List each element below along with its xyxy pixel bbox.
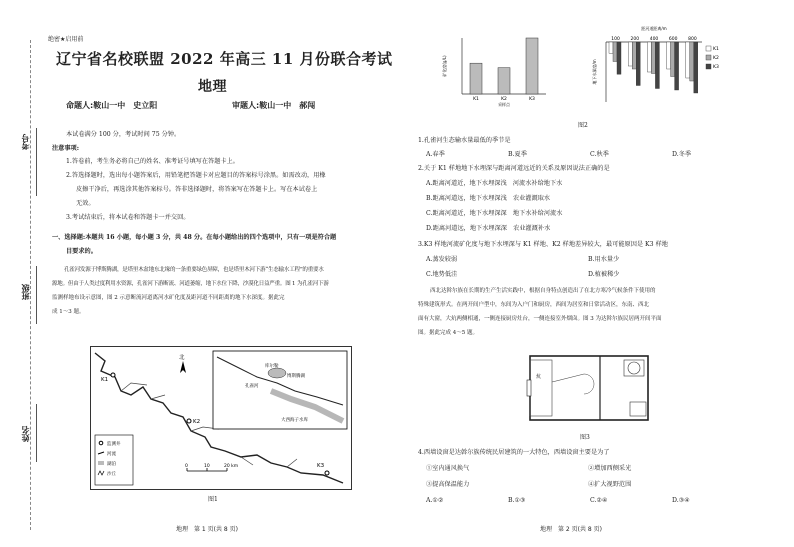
x-tick-label: K3 — [529, 97, 535, 102]
scale-label: 10 — [204, 464, 210, 469]
side-label-class: 班级 — [21, 284, 30, 300]
fill-line-exam — [36, 128, 37, 196]
bar-k3-100 — [617, 42, 621, 74]
q4-option[interactable]: A.①② — [426, 497, 444, 504]
x-tick-label: K1 — [473, 97, 479, 102]
author-left: 命题人:鞍山一中 史立阳 — [66, 101, 158, 110]
bar-k1-600 — [667, 42, 671, 69]
q1-option[interactable]: A.春季 — [426, 151, 445, 158]
question-4: 4.西墙设窗是达斡尔族传统民居建筑的一大特色，西墙设窗主要是为了 — [418, 449, 610, 456]
passage-line: 图。据此完成 4～5 题。 — [418, 330, 478, 336]
bar-k3-600 — [675, 42, 679, 90]
y-axis-label: 地下水深度/m — [592, 59, 597, 85]
q2-option[interactable]: D.距离河道远，地下水埋深深 农业灌溉补水 — [426, 225, 551, 232]
bar-k1-200 — [628, 42, 632, 66]
bar-k2-800 — [690, 42, 694, 81]
q4-item: ③提高保温能力 — [426, 481, 470, 488]
legend-label: 河流 — [107, 452, 116, 457]
page-footer-right: 地理 第 2 页(共 8 页) — [540, 526, 602, 533]
question-3: 3.K3 样地河流矿化度与地下水埋深与 K1 样地、K2 样地差异较大，最可能原因是 K3 样地 — [418, 241, 668, 248]
chart-title: 距河道距离/m — [641, 26, 667, 31]
q1-option[interactable]: D.冬季 — [672, 151, 692, 158]
bar-k2-100 — [613, 42, 617, 62]
q1-option[interactable]: B.夏季 — [508, 151, 527, 158]
passage-line: 成 1～3 题。 — [52, 309, 85, 315]
figure-3-floor-plan — [524, 352, 654, 426]
section-heading: 一、选择题:本题共 16 小题，每小题 3 分，共 48 分。在每小题给出的四个选项中，只有一项是符合题 — [52, 234, 337, 241]
y-axis-label: 矿化度(g/L) — [442, 55, 447, 77]
x-tick-label: 100 — [611, 37, 620, 42]
bar-k3 — [526, 38, 538, 94]
passage-line: 特殊建筑形式。在两开间户型中，东间为入户门和厨房，西间为居室和日常活动区，东南、西北 — [418, 302, 650, 308]
note-line: 无效。 — [76, 200, 95, 207]
fill-line-name — [36, 404, 37, 462]
bar-k1-100 — [609, 42, 613, 53]
question-2: 2.关于 K1 样地地下水埋深与距离河道远近的关系及原因说法正确的是 — [418, 165, 610, 172]
kang-label: 炕 — [536, 374, 542, 380]
well-label: K1 — [101, 377, 109, 383]
legend-label: 湖泊 — [107, 462, 116, 467]
page-footer-left: 地理 第 1 页(共 8 页) — [176, 526, 238, 533]
x-tick-label: 800 — [688, 37, 697, 42]
note-line: 1.答卷前，考生务必将自己的姓名、准考证号填写在答题卡上。 — [66, 158, 239, 165]
fill-line-class — [36, 266, 37, 324]
bar-k2-200 — [632, 42, 636, 69]
note-line: 2.答选择题时，选出每小题答案后，用铅笔把答题卡对应题目的答案标号涂黑。如需改动，用橡 — [66, 172, 326, 179]
figure-1-caption: 图1 — [208, 496, 218, 503]
bar-k3-400 — [655, 42, 659, 89]
question-1: 1.孔雀河生态输水量最低的季节是 — [418, 137, 511, 144]
figure-1-map — [90, 346, 352, 490]
note-line: 3.考试结束后，将本试卷和答题卡一并交回。 — [66, 214, 190, 221]
intro-text: 本试卷满分 100 分，考试时间 75 分钟。 — [66, 131, 181, 138]
q3-option[interactable]: A.蒸发较弱 — [426, 256, 458, 263]
legend-swatch — [706, 64, 711, 69]
binding-line — [30, 40, 31, 530]
well-label: K3 — [317, 463, 325, 469]
passage-1 — [52, 263, 392, 319]
side-label-exam-number: 考号 — [21, 134, 30, 150]
legend-label: K3 — [713, 65, 719, 70]
q2-option[interactable]: C.距离河道近，地下水埋深深 地下水补给河流水 — [426, 210, 563, 217]
bar-k2-600 — [671, 42, 675, 77]
legend-well-icon — [99, 441, 103, 445]
west-window — [527, 380, 531, 396]
north-arrow-icon — [180, 361, 186, 373]
inset-map — [213, 351, 347, 429]
legend-swatch — [706, 46, 711, 51]
x-tick-label: 400 — [649, 37, 659, 42]
well-k2-marker — [187, 419, 191, 423]
q4-item: ④扩大视野范围 — [588, 481, 632, 488]
q4-option[interactable]: D.③④ — [672, 497, 690, 504]
q3-option[interactable]: C.地势低洼 — [426, 271, 458, 278]
legend-label: 沙丘 — [107, 472, 116, 477]
passage-line: 监测样地布设示意图，图 2 示意断流河道离河水矿化度及距河道不同距离的地下水深度。据此完 — [52, 295, 285, 301]
passage-line: 孔雀河发源于博斯腾湖，是塔里木盆地东北缘的一条重要绿色屏障，也是塔里木河下游“生态输水工程”的重要水 — [64, 267, 324, 273]
secret-mark: 绝密★启用前 — [48, 36, 84, 43]
x-tick-label: 600 — [668, 37, 678, 42]
figure-3-caption: 图3 — [580, 434, 590, 441]
bar-k2 — [498, 68, 510, 94]
inset-lake — [268, 368, 286, 378]
notes-title: 注意事项: — [52, 145, 80, 152]
north-label: 北 — [179, 355, 185, 361]
legend-label: K1 — [713, 47, 719, 52]
side-label-name: 姓名 — [21, 426, 30, 442]
passage-2 — [418, 284, 768, 340]
q2-option[interactable]: B.距离河道远，地下水埋深浅 农业灌溉取水 — [426, 195, 551, 202]
bar-k3-800 — [694, 42, 698, 93]
bar-k1 — [470, 63, 482, 94]
passage-line: 源地。但由于人类过度利用水资源，孔雀河下游断流、河道萎缩，地下水位下降，沙漠化日益严重。图 1 为孔雀河下游 — [52, 281, 329, 287]
exam-title: 辽宁省名校联盟 2022 年高三 11 月份联合考试 — [56, 50, 393, 68]
well-k3-marker — [325, 471, 329, 475]
section-heading-cont: 目要求的。 — [66, 248, 97, 255]
figure-2-chart-groundwater — [592, 26, 719, 106]
x-axis-label: 采样点 — [498, 102, 510, 107]
q3-option[interactable]: B.用水量少 — [588, 256, 620, 263]
subject-title: 地理 — [198, 79, 227, 95]
scale-label: 20 km — [224, 464, 239, 469]
passage-line: 西北达斡尔族在长期的生产生活实践中，根据自身特点创造出了在北方寒冷气候条件下使用的 — [430, 288, 656, 294]
q3-option[interactable]: D.植被稀少 — [588, 271, 620, 278]
q1-option[interactable]: C.秋季 — [590, 151, 609, 158]
figure-2-caption: 图2 — [578, 122, 588, 129]
inset-place: 大西海子水库 — [281, 418, 308, 423]
bar-k1-800 — [686, 42, 690, 78]
legend-label: K2 — [713, 56, 719, 61]
bar-k2-400 — [651, 42, 655, 74]
q2-option[interactable]: A.距离河道近，地下水埋深浅 河流水补给地下水 — [426, 180, 563, 187]
bar-k3-200 — [636, 42, 640, 86]
map-svg — [91, 347, 351, 489]
note-line: 皮擦干净后，再选涂其他答案标号。答非选择题时，将答案写在答题卡上。写在本试卷上 — [76, 186, 318, 193]
q4-item: ②增加西侧采光 — [588, 465, 632, 472]
legend-label: 监测井 — [107, 442, 121, 447]
well-label: K2 — [193, 419, 201, 425]
inset-place: 博斯腾湖 — [287, 374, 305, 379]
bar-k1-400 — [647, 42, 651, 72]
q4-option[interactable]: B.①③ — [508, 497, 526, 504]
scale-label: 0 — [185, 464, 188, 469]
inset-place: 孔雀河 — [245, 384, 259, 389]
q4-item: ①室内通风换气 — [426, 465, 470, 472]
well-k1-marker — [111, 373, 115, 377]
passage-line: 面有大窗，大炕两侧相通，一侧连接厨房灶台，一侧连接室外烟囱。图 3 为达斡尔族民居两开间平面 — [418, 316, 662, 322]
author-right: 审题人:鞍山一中 郝闯 — [232, 101, 316, 110]
figure-2-chart-mineralization — [440, 34, 550, 106]
x-tick-label: K2 — [501, 97, 507, 102]
q4-option[interactable]: C.②④ — [590, 497, 608, 504]
legend-lake-icon — [98, 461, 104, 465]
inset-place: 库尔勒 — [265, 364, 279, 369]
x-tick-label: 200 — [630, 37, 640, 42]
legend-swatch — [706, 55, 711, 60]
